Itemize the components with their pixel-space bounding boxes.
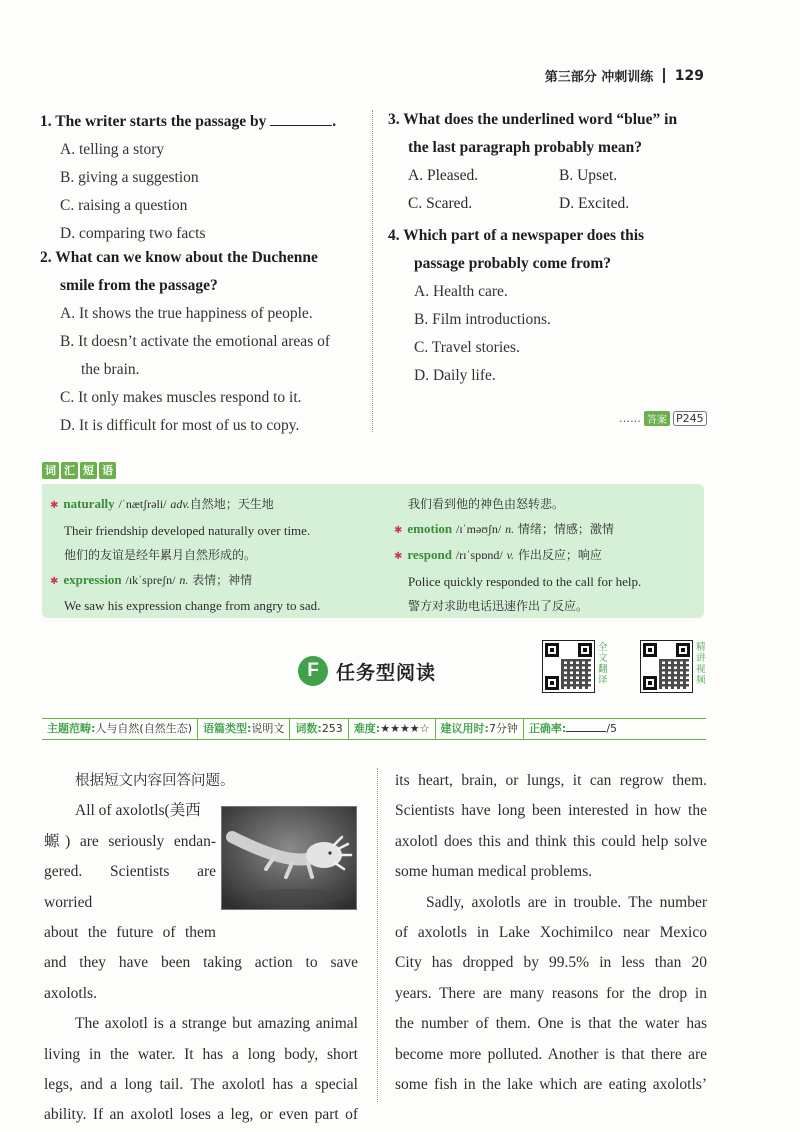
question-1-stem: 1. The writer starts the passage by .	[40, 113, 337, 130]
passage-line: some human medical problems.	[395, 863, 593, 881]
header-divider	[663, 68, 665, 83]
option-row	[388, 162, 710, 190]
vocab-example-en: Police quickly responded to the call for help.	[408, 573, 642, 589]
axolotl-photo	[221, 806, 357, 910]
vocab-entry: ✱ expression /ɪkˈspreʃn/ n. 表情；神情	[50, 571, 253, 587]
section-title	[298, 656, 436, 686]
passage-line: Sadly, axolotls are in trouble. The number	[426, 893, 707, 911]
option: B. It doesn’t activate the emotional areas of	[60, 333, 331, 350]
qr-code-translation[interactable]	[542, 640, 595, 693]
passage-line: The axolotl is a strange but amazing animal	[75, 1015, 358, 1033]
star-bullet: ✱	[394, 524, 403, 536]
question-4-stem: 4. Which part of a newspaper does this	[388, 227, 645, 244]
vocab-title: 词 汇 短 语	[42, 462, 116, 479]
star-bullet: ✱	[394, 551, 403, 562]
passage-line: and they have been taking action to save	[44, 954, 358, 972]
option: D. It is difficult for most of us to copy.	[60, 417, 300, 434]
answer-reference	[619, 411, 707, 426]
accuracy-cell: 正确率: /5	[528, 722, 618, 735]
axolotl-illustration	[222, 807, 357, 910]
section-letter-badge: F	[298, 656, 328, 686]
vocab-example-cn: 他们的友谊是经年累月自然形成的。	[64, 548, 257, 562]
passage-column-divider	[377, 768, 378, 1102]
page-header	[545, 66, 704, 85]
answer-dots: ……	[619, 412, 641, 425]
passage-line: ability. If an axolotl loses a leg, or even part of	[44, 1106, 358, 1124]
vocab-entry: ✱ emotion /ɪˈməʊʃn/ n. 情绪；情感；激情	[394, 520, 614, 536]
option: D. Daily life.	[414, 367, 496, 384]
passage-line: Scientists have long been interested in how the	[395, 802, 707, 820]
passage-line: gered. Scientists are worried	[44, 863, 216, 911]
time-cell: 建议用时:7分钟	[436, 718, 524, 740]
question-4-stem-cont: passage probably come from?	[414, 255, 612, 272]
option: A. It shows the true happiness of people.	[60, 305, 313, 322]
star-bullet: ✱	[50, 575, 59, 587]
option-row	[388, 190, 710, 218]
passage-line: 螈) are seriously endan-	[44, 832, 216, 850]
difficulty-cell: 难度:★★★★☆	[349, 718, 436, 740]
passage-line: years. There are many reasons for the drop in	[395, 984, 707, 1002]
passage-line: City has dropped by 99.5% in less than 20	[395, 954, 707, 972]
passage-line: its heart, brain, or lungs, it can regrow them.	[395, 772, 707, 789]
qr-code-video[interactable]	[640, 640, 693, 693]
passage-line: axolotl does this and think this could help solve	[395, 832, 707, 850]
answer-page-code: P245	[673, 411, 707, 426]
question-2-stem: 2. What can we know about the Duchenne	[40, 249, 318, 266]
passage-line: some fish in the lake which are eating axolotls’	[395, 1076, 707, 1094]
question-1	[40, 108, 360, 248]
page-number: 129	[674, 67, 704, 84]
option: C. It only makes muscles respond to it.	[60, 389, 302, 406]
vocab-left-column	[50, 492, 380, 619]
vocab-example-en: We saw his expression change from angry to sad.	[64, 598, 321, 613]
vocab-entry: ✱ respond /rɪˈspɒnd/ v. 作出反应；响应	[394, 547, 602, 562]
option: D. Excited.	[559, 195, 630, 212]
questions-column-divider	[372, 110, 373, 432]
question-4	[388, 222, 710, 390]
vocab-right-column	[394, 492, 700, 619]
word-count-cell: 词数:253	[290, 718, 348, 740]
vocab-example-cn: 警方对求助电话迅速作出了反应。	[408, 599, 589, 613]
vocab-example-cn: 我们看到他的神色由怒转悲。	[408, 497, 565, 511]
reading-info-bar	[42, 718, 706, 740]
option: A. Health care.	[414, 283, 508, 300]
option: B. Film introductions.	[414, 311, 551, 328]
option: A. Pleased.	[408, 167, 479, 184]
passage-line: of axolotls in Lake Xochimilco near Mexico	[395, 924, 707, 942]
genre-cell: 语篇类型:说明文	[198, 718, 290, 740]
qr-label-translation: 全 文 翻 译	[598, 642, 608, 686]
option: B. giving a suggestion	[60, 169, 199, 186]
passage-line: All of axolotls(美西	[75, 802, 201, 820]
option: C. raising a question	[60, 197, 188, 214]
passage-line: become more polluted. Another is that there are	[395, 1045, 707, 1063]
theme-cell: 主题范畴:人与自然(自然生态)	[42, 718, 198, 740]
qr-label-video: 精 讲 视 频	[696, 642, 706, 686]
option-cont: the brain.	[81, 361, 140, 378]
question-3	[388, 106, 710, 218]
section-title-text: 任务型阅读	[336, 661, 437, 684]
passage-line: about the future of them	[44, 924, 216, 942]
question-2	[40, 244, 366, 440]
option: C. Travel stories.	[414, 339, 520, 356]
passage-line: legs, and a long tail. The axolotl has a special	[44, 1076, 358, 1094]
question-3-stem-cont: the last paragraph probably mean?	[408, 139, 642, 156]
question-3-stem: 3. What does the underlined word “blue” in	[388, 111, 678, 128]
question-2-stem-cont: smile from the passage?	[60, 277, 218, 294]
vocab-entry: ✱ naturally /ˈnætʃrəli/ adv.自然地；天生地	[50, 496, 274, 511]
passage-line: axolotls.	[44, 984, 97, 1002]
passage-instruction: 根据短文内容回答问题。	[75, 773, 235, 789]
passage-line: the number of them. One is that the water has	[395, 1015, 707, 1033]
option: C. Scared.	[408, 195, 473, 212]
star-bullet: ✱	[50, 500, 59, 511]
accuracy-blank[interactable]	[566, 720, 606, 732]
option: D. comparing two facts	[60, 225, 206, 242]
passage-right-column	[395, 766, 707, 1100]
section-name: 第三部分 冲刺训练	[544, 70, 654, 85]
option: A. telling a story	[60, 141, 165, 158]
passage-line: living in the water. It has a long body, short	[44, 1045, 358, 1063]
option: B. Upset.	[559, 167, 618, 184]
vocab-example-en: Their friendship developed naturally over time.	[64, 522, 311, 538]
answer-tag: 答案	[644, 411, 670, 426]
answer-blank	[270, 112, 332, 126]
